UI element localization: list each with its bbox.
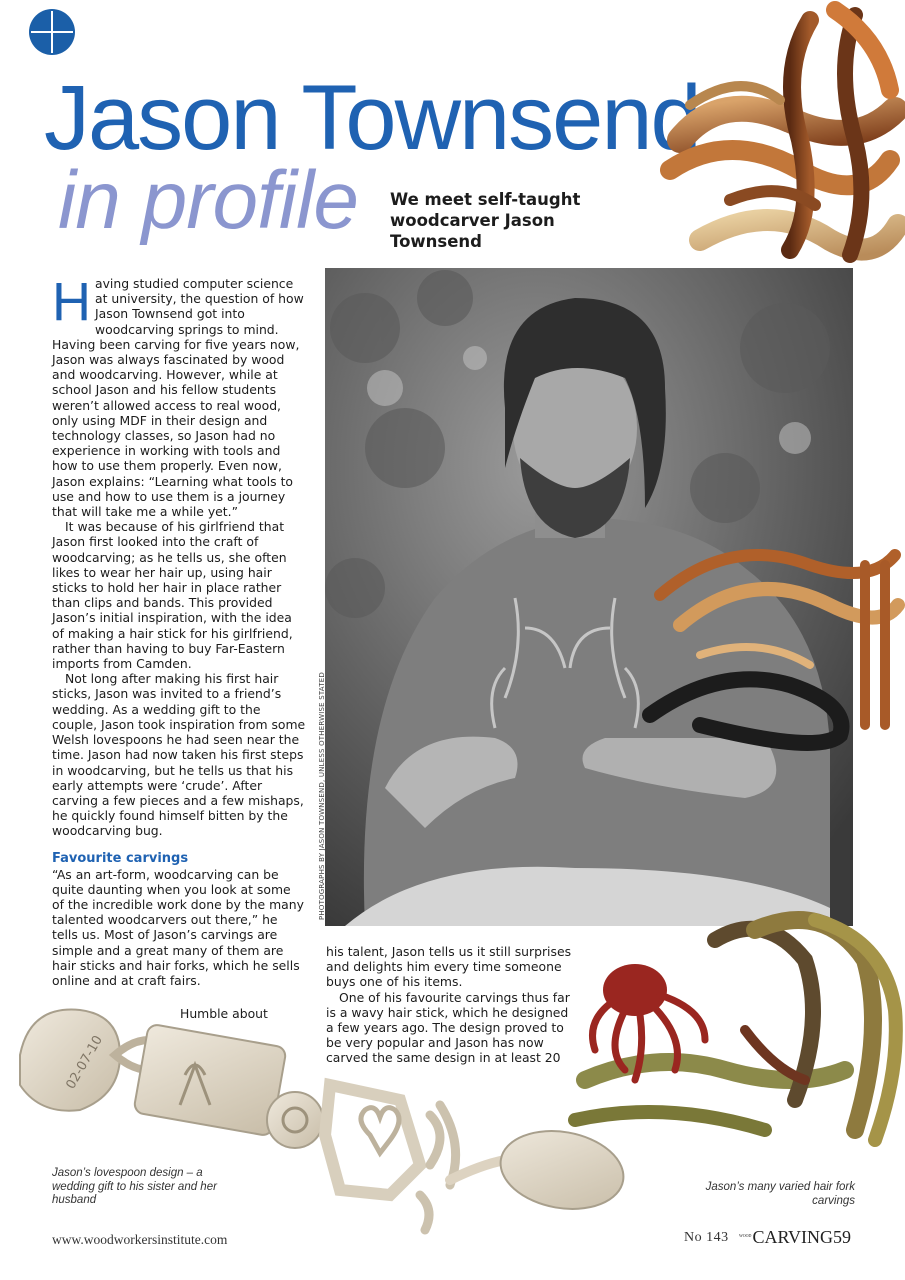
article-title: Jason Townsend xyxy=(44,67,700,169)
subheading: Favourite carvings xyxy=(52,850,189,866)
page-number: 59 xyxy=(833,1227,851,1247)
standfirst: We meet self-taught woodcarver Jason Townsend xyxy=(390,190,581,251)
paragraph: his talent, Jason tells us it still surprises and delights him every time someone buys one of his items. xyxy=(326,944,572,990)
section-plus-badge xyxy=(29,9,75,55)
plus-icon xyxy=(29,9,75,55)
paragraph: Not long after making his first hair sticks, Jason was invited to a friend’s wedding. As a wedding gift to the couple, Jason took inspiration from some Welsh lovespoons he had seen near the time. Jason had now taken his first steps in woodcarving, but he tells us that his early attempts were ‘crude’. After carving a few pieces and a few mishaps, he quickly found himself bitten by the woodcarving bug. xyxy=(52,671,306,839)
paragraph-intro xyxy=(52,272,306,520)
hair-forks-illustration-bottom xyxy=(565,900,905,1170)
caption-hair-forks: Jason’s many varied hair fork carvings xyxy=(705,1181,855,1207)
footer-magazine-prefix: WOOD xyxy=(739,1233,752,1238)
footer-magazine-title: CARVING xyxy=(752,1227,834,1247)
hair-forks-illustration-middle xyxy=(640,525,905,765)
photo-credit: PHOTOGRAPHS BY JASON TOWNSEND, UNLESS OTHERWISE STATED xyxy=(318,672,326,920)
paragraph-intro-text: aving studied computer science at university, the question of how Jason Townsend got into woodcarving springs to mind. Having been carving for five years now, Jason was always fascinated by wood and woodcarving. However, while at school Jason and his fellow students weren’t allowed access to real wood, only using MDF in their design and technology classes, so Jason had no experience in working with tools and how to use them properly. Even now, Jason explains: “Learning what tools to use and how to use them is a journey that will take me a while yet.” xyxy=(52,276,304,520)
footer-magazine-name xyxy=(739,1227,833,1248)
article-column-left xyxy=(52,272,306,988)
footer-issue-number: No 143 xyxy=(684,1230,729,1245)
drop-cap: H xyxy=(52,272,91,332)
lovespoon-date: 02-07-10 xyxy=(63,1033,106,1092)
article-title-subline: in profile xyxy=(58,155,358,246)
paragraph-continuation: Humble about xyxy=(180,1006,268,1021)
hair-forks-illustration-top xyxy=(640,0,905,275)
footer-url[interactable]: www.woodworkersinstitute.com xyxy=(52,1232,228,1247)
paragraph: “As an art-form, woodcarving can be quite daunting when you look at some of the incredible work done by the many talented woodcarvers out there,” he tells us. Most of Jason’s carvings are simple and a great many of them are hair sticks and hair forks, which he sells online and at craft fairs. xyxy=(52,866,304,988)
paragraph: One of his favourite carvings thus far is a wavy hair stick, which he designed a few years ago. The design proved to be very popular and Jason has now carved the same design in at least 20 xyxy=(326,989,570,1066)
caption-lovespoon: Jason’s lovespoon design – a wedding gift to his sister and her husband xyxy=(52,1167,217,1206)
paragraph: It was because of his girlfriend that Jason first looked into the craft of woodcarving; as he tells us, she often likes to wear her hair up, using hair sticks to hold her hair in place rather than clips and bands. This provided Jason’s initial inspiration, with the idea of making a hair stick for his girlfriend, rather than having to buy Far-Eastern imports from Camden. xyxy=(52,519,293,672)
